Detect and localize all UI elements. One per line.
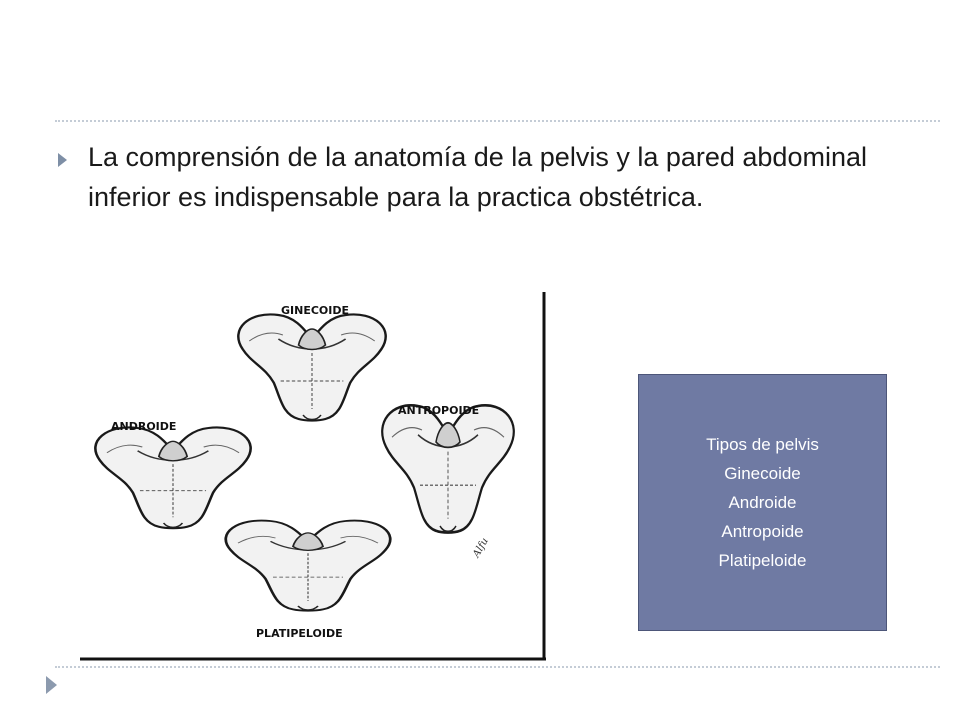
box-line: Antropoide	[721, 522, 804, 541]
bottom-divider	[55, 666, 940, 668]
box-line: Platipeloide	[718, 551, 807, 570]
pelvis-types-box	[638, 374, 887, 631]
corner-triangle-icon	[46, 676, 57, 694]
artist-signature: Alfu	[471, 536, 491, 560]
label-antropoide: ANTROPOIDE	[398, 404, 480, 417]
label-ginecoide: GINECOIDE	[281, 304, 350, 317]
box-line: Tipos de pelvis	[706, 435, 819, 454]
bullet-text: La comprensión de la anatomía de la pelvis y la pared abdominal inferior es indispensable para la practica obstétrica.	[88, 142, 867, 212]
triangle-bullet-icon	[58, 153, 67, 167]
box-line: Androide	[728, 493, 797, 512]
bullet-item	[58, 137, 888, 217]
label-androide: ANDROIDE	[111, 420, 177, 433]
box-line: Ginecoide	[724, 464, 801, 483]
top-divider	[55, 120, 940, 122]
label-platipeloide: PLATIPELOIDE	[256, 627, 343, 640]
pelvis-types-illustration	[78, 290, 550, 662]
